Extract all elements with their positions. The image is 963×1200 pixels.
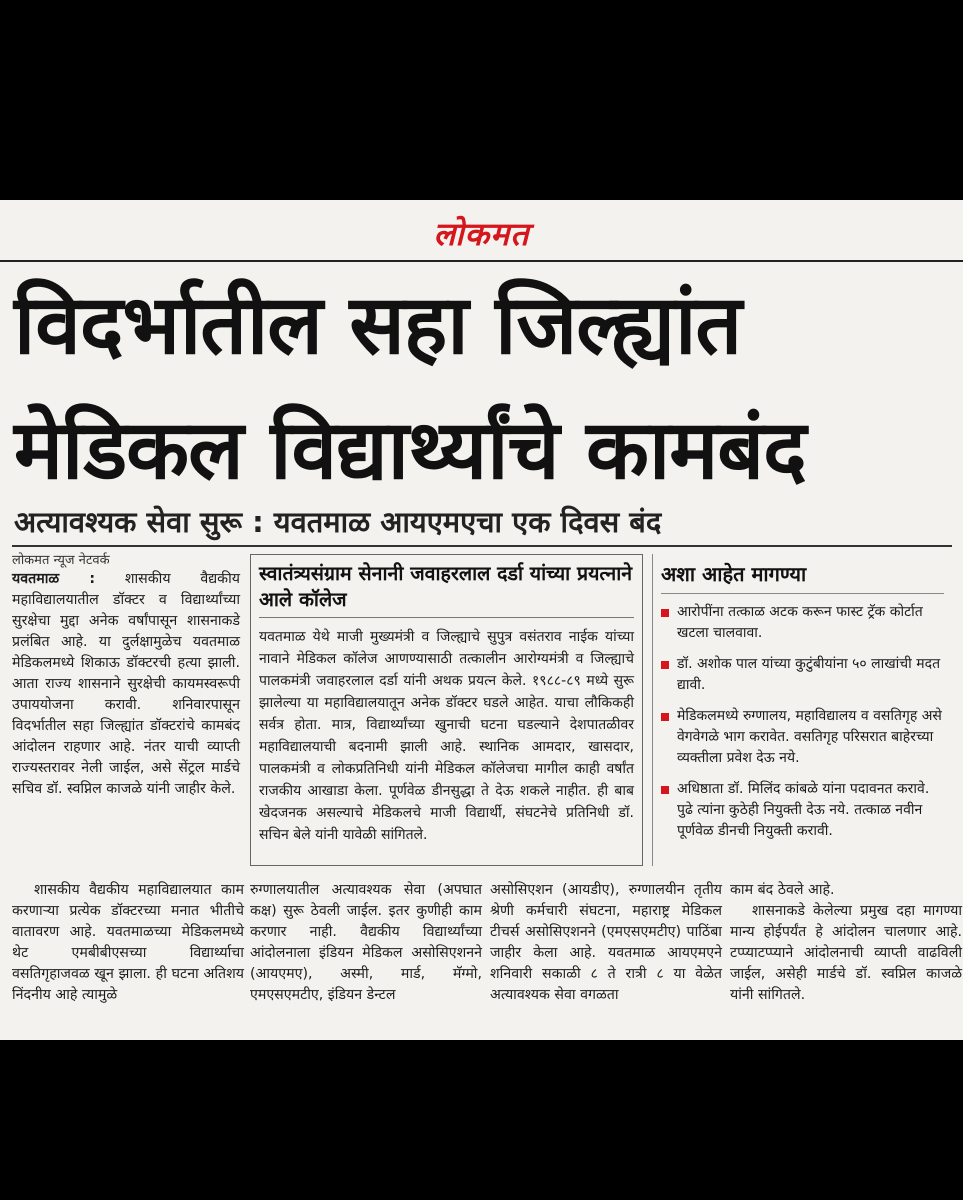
subheadline: अत्यावश्यक सेवा सुरू : यवतमाळ आयएमएचा एक दिवस बंद: [14, 505, 662, 539]
article-column-lower-1: शासकीय वैद्यकीय महाविद्यालयात काम करणाऱ्या प्रत्येक डॉक्टरच्या मनात भीतीचे वातावरण आहे. यवतमाळच्या मेडिकलमध्ये थेट एमबीबीएसच्या विद्यार्थ्याचा वसतिगृहाजवळ खून झाला. ही घटना अतिशय निंदनीय आहे त्यामुळे: [12, 882, 244, 1003]
square-bullet-icon: [661, 609, 669, 617]
history-box-text: यवतमाळ येथे माजी मुख्यमंत्री व जिल्ह्याचे सुपुत्र वसंतराव नाईक यांच्या नावाने मेडिकल कॉलेज आणण्यासाठी तत्कालीन आरोग्यमंत्री व जिल्ह्याचे पालकमंत्री जवाहरलाल दर्डा यांनी अथक प्रयत्न केले. १९८८-८९ मध्ये सुरू झालेल्या या महाविद्यालयातून अनेक डॉक्टर घडले आहेत. याचा लौकिकही सर्वत्र होता. मात्र, विद्यार्थ्यांच्या खुनाची घटना घडल्याने देशपातळीवर महाविद्यालयाची बदनामी झाली आहे. स्थानिक आमदार, खासदार, पालकमंत्री व लोकप्रतिनिधी यांनी मेडिकल कॉलेजचा मागील काही वर्षांत राजकीय आखाडा केला. पूर्णवेळ डीनसुद्धा ते देऊ शकले नाहीत. ही बाब खेदजनक असल्याचे मेडिकलचे माजी विद्यार्थी, संघटनेचे प्रतिनिधी डॉ. सचिन बेले यांनी यावेळी सांगितले.: [259, 629, 634, 843]
history-box-heading: स्वातंत्र्यसंग्राम सेनानी जवाहरलाल दर्डा यांच्या प्रयत्नाने आले कॉलेज: [259, 561, 634, 618]
byline: लोकमत न्यूज नेटवर्क: [12, 553, 110, 568]
article-column-lower-2: रुग्णालयातील अत्यावश्यक सेवा (अपघात कक्ष) सुरू ठेवली जाईल. इतर कुणीही काम करणार नाही. वैद्यकीय विद्यार्थ्यांच्या आंदोलनाला इंडियन मेडिकल असोसिएशनने (आयएमए), अस्मी, मार्ड, मॅग्मो, एमएसएमटीए, इंडियन डेन्टल: [250, 882, 482, 1003]
article-lead-text: शासकीय वैद्यकीय महाविद्यालयातील डॉक्टर व विद्यार्थ्यांच्या सुरक्षेचा मुद्दा अनेक वर्षांपासून शासनाकडे प्रलंबित आहे. या दुर्लक्षामुळेच यवतमाळ मेडिकलमध्ये शिकाऊ डॉक्टरची हत्या झाली. आता राज्य शासनाने सुरक्षेची कायमस्वरूपी उपाययोजना करावी. शनिवारपासून विदर्भातील सहा जिल्ह्यांत डॉक्टरांचे कामबंद आंदोलन राहणार आहे. नंतर याची व्याप्ती राज्यस्तरावर नेली जाईल, असे सेंट्रल मार्डचे सचिव डॉ. स्वप्निल काजळे यांनी जाहीर केले.: [12, 571, 240, 797]
history-box: [250, 554, 643, 866]
article-column-lower-3: असोसिएशन (आयडीए), रुग्णालयीन तृतीय श्रेणी कर्मचारी संघटना, महाराष्ट्र मेडिकल टीचर्स असोसिएशनने (एमएसएमटीए) पाठिंबा जाहीर केला आहे. यवतमाळ आयएमएने शनिवारी सकाळी ८ ते रात्री ८ या वेळेत अत्यावश्यक सेवा वगळता: [490, 882, 722, 1003]
subheadline-divider: [12, 545, 952, 547]
article-column-lower-4: [730, 880, 962, 1006]
demand-item: मेडिकलमध्ये रुग्णालय, महाविद्यालय व वसतिगृह असे वेगवेगळे भाग करावेत. वसतिगृह परिसरात बाहेरच्या व्यक्तीला प्रवेश देऊ नये.: [661, 706, 944, 769]
headline-line-1: विदर्भातील सहा जिल्ह्यांत: [14, 278, 742, 373]
dateline: यवतमाळ :: [12, 571, 96, 587]
demand-item: आरोपींना तत्काळ अटक करून फास्ट ट्रॅक कोर्टात खटला चालवावा.: [661, 602, 944, 644]
headline-line-2: मेडिकल विद्यार्थ्यांचे कामबंद: [14, 403, 806, 498]
square-bullet-icon: [661, 661, 669, 669]
masthead-logo: लोकमत: [433, 215, 530, 253]
demand-item: अधिष्ठाता डॉ. मिलिंद कांबळे यांना पदावनत करावे. पुढे त्यांना कुठेही नियुक्ती देऊ नये. तत्काळ नवीन पूर्णवेळ डीनची नियुक्ती करावी.: [661, 779, 944, 842]
masthead-divider: [0, 260, 963, 262]
newspaper-clipping: [0, 200, 963, 1040]
article-column-4-continuation: काम बंद ठेवले आहे.: [730, 882, 835, 898]
article-column-4-text: शासनाकडे केलेल्या प्रमुख दहा मागण्या मान्य होईपर्यंत हे आंदोलन चालणार आहे. टप्प्याटप्प्याने आंदोलनाची व्याप्ती वाढविली जाईल, असेही मार्डचे डॉ. स्वप्निल काजळे यांनी सांगितले.: [730, 903, 962, 1003]
demands-heading: अशा आहेत मागण्या: [661, 560, 944, 594]
article-lead: [12, 569, 240, 800]
article-column-1: [12, 550, 240, 800]
demand-item: डॉ. अशोक पाल यांच्या कुटुंबीयांना ५० लाखांची मदत द्यावी.: [661, 654, 944, 696]
square-bullet-icon: [661, 786, 669, 794]
demands-box: [652, 554, 952, 866]
square-bullet-icon: [661, 713, 669, 721]
